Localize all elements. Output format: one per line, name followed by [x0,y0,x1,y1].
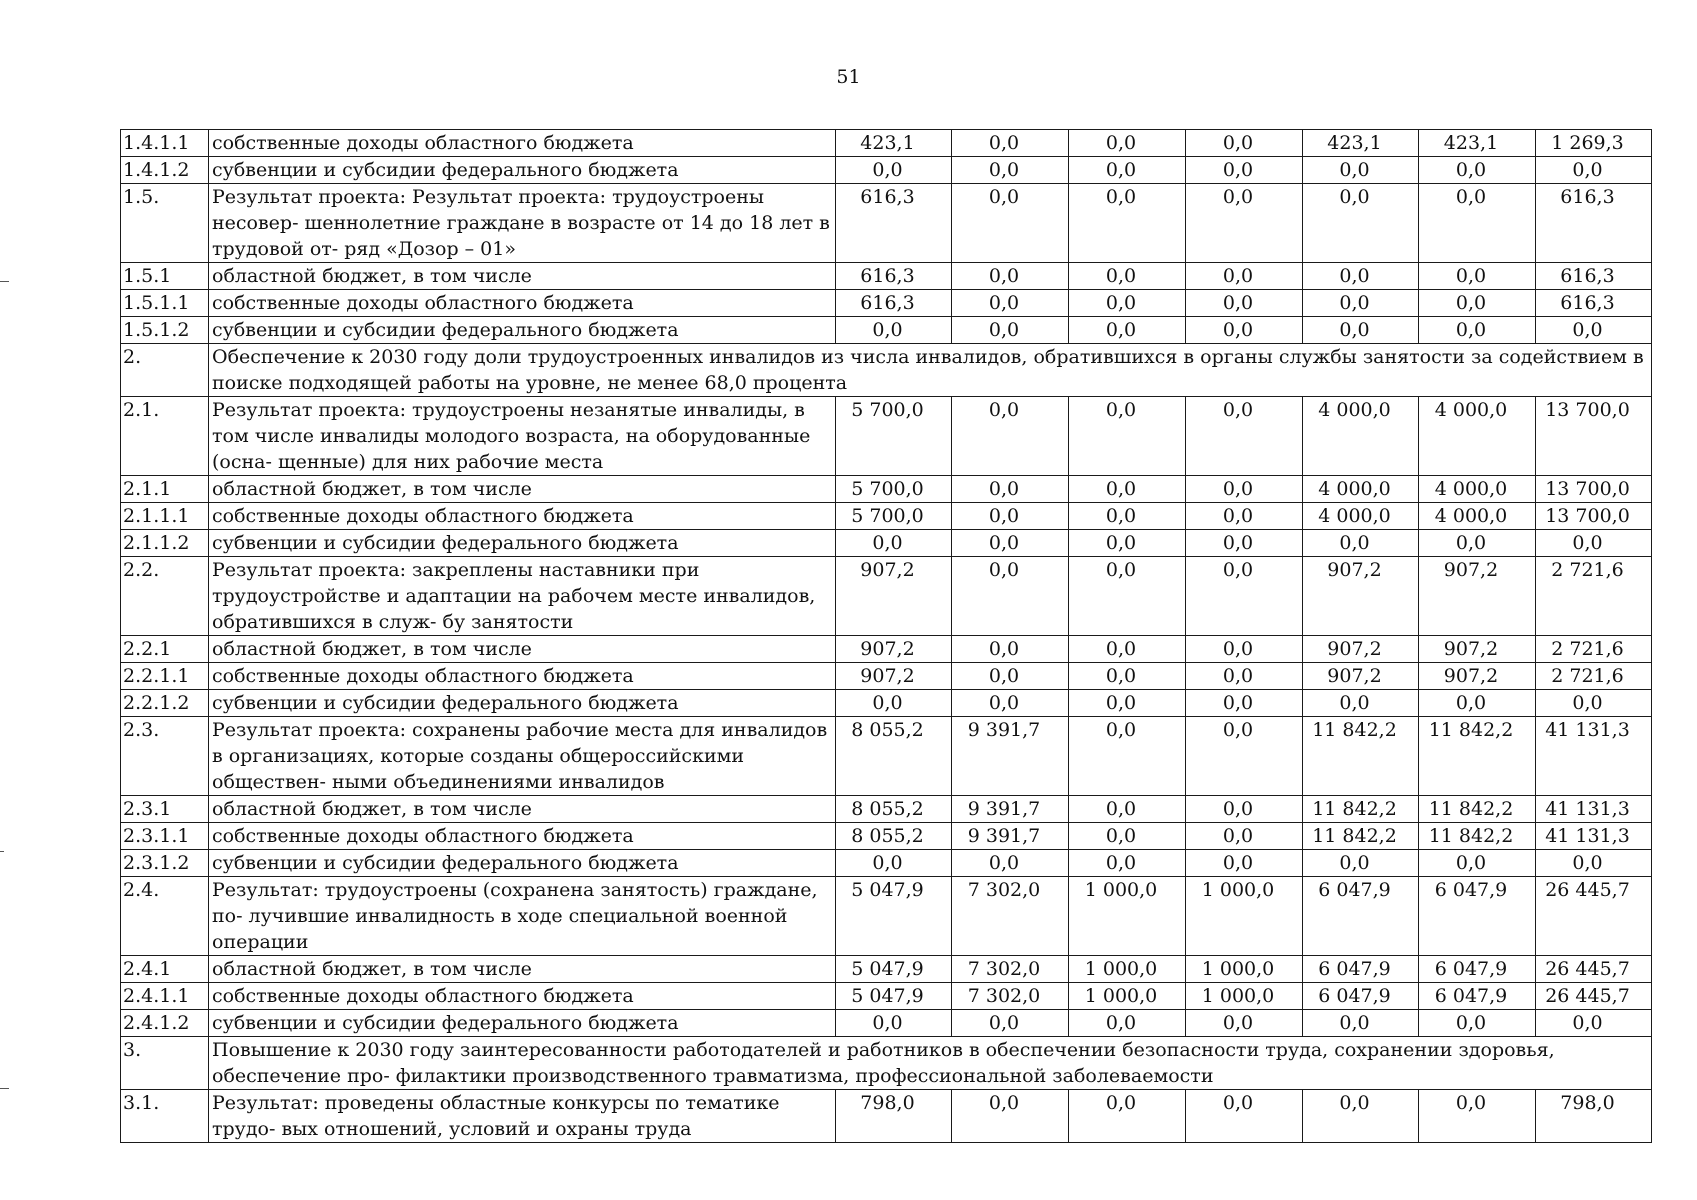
value-cell: 0,0 [1069,636,1186,663]
value-cell: 7 302,0 [952,877,1069,956]
value-cell: 0,0 [1419,317,1536,344]
value-cell: 0,0 [836,1010,952,1037]
value-cell: 0,0 [1303,1090,1419,1143]
value-cell: 11 842,2 [1303,823,1419,850]
table-row [121,157,1652,184]
row-description-cell: областной бюджет, в том числе [209,796,836,823]
value-cell: 0,0 [952,157,1069,184]
row-description-cell: собственные доходы областного бюджета [209,130,836,157]
total-value-cell: 616,3 [1536,184,1652,263]
value-cell: 0,0 [1419,1090,1536,1143]
row-description-cell: Результат: трудоустроены (сохранена занятость) граждане, по- лучившие инвалидность в ходе специальной военной операции [209,877,836,956]
value-cell: 0,0 [952,184,1069,263]
row-code-cell: 2.1.1 [121,476,209,503]
value-cell: 616,3 [836,184,952,263]
value-cell: 6 047,9 [1419,983,1536,1010]
value-cell: 0,0 [1069,476,1186,503]
value-cell: 0,0 [952,557,1069,636]
value-cell: 1 000,0 [1069,983,1186,1010]
value-cell: 0,0 [952,636,1069,663]
total-value-cell: 13 700,0 [1536,503,1652,530]
row-code-cell: 1.4.1.2 [121,157,209,184]
value-cell: 6 047,9 [1303,877,1419,956]
row-code-cell: 2.3.1.1 [121,823,209,850]
value-cell: 11 842,2 [1419,796,1536,823]
table-row [121,290,1652,317]
table-row [121,184,1652,263]
row-description-cell: Результат проекта: Результат проекта: трудоустроены несовер- шеннолетние граждане в возрасте от 14 до 18 лет в трудовой от- ряд «Дозор – 01» [209,184,836,263]
row-description-cell: субвенции и субсидии федерального бюджета [209,317,836,344]
value-cell: 9 391,7 [952,823,1069,850]
total-value-cell: 26 445,7 [1536,956,1652,983]
value-cell: 6 047,9 [1303,983,1419,1010]
row-description-cell: собственные доходы областного бюджета [209,823,836,850]
value-cell: 8 055,2 [836,717,952,796]
value-cell: 5 047,9 [836,877,952,956]
value-cell: 0,0 [1419,850,1536,877]
value-cell: 0,0 [1186,476,1303,503]
row-description-cell: Результат проекта: сохранены рабочие места для инвалидов в организациях, которые созданы общероссийскими обществен- ными объединениями инвалидов [209,717,836,796]
value-cell: 0,0 [1303,1010,1419,1037]
value-cell: 1 000,0 [1186,983,1303,1010]
value-cell: 423,1 [836,130,952,157]
value-cell: 0,0 [952,263,1069,290]
total-value-cell: 0,0 [1536,690,1652,717]
row-code-cell: 2.1.1.2 [121,530,209,557]
row-code-cell: 3. [121,1037,209,1090]
value-cell: 4 000,0 [1303,397,1419,476]
value-cell: 11 842,2 [1303,796,1419,823]
value-cell: 0,0 [1069,717,1186,796]
table-row [121,1090,1652,1143]
value-cell: 6 047,9 [1303,956,1419,983]
value-cell: 0,0 [1186,1090,1303,1143]
value-cell: 0,0 [1069,796,1186,823]
table-row [121,1037,1652,1090]
value-cell: 1 000,0 [1069,956,1186,983]
value-cell: 9 391,7 [952,796,1069,823]
value-cell: 0,0 [1186,663,1303,690]
value-cell: 0,0 [1419,290,1536,317]
value-cell: 4 000,0 [1419,503,1536,530]
value-cell: 0,0 [952,690,1069,717]
value-cell: 0,0 [1069,290,1186,317]
value-cell: 4 000,0 [1419,397,1536,476]
value-cell: 0,0 [1069,823,1186,850]
value-cell: 907,2 [836,663,952,690]
value-cell: 0,0 [1186,503,1303,530]
value-cell: 907,2 [1303,557,1419,636]
total-value-cell: 2 721,6 [1536,557,1652,636]
value-cell: 0,0 [836,690,952,717]
value-cell: 0,0 [1186,130,1303,157]
total-value-cell: 0,0 [1536,530,1652,557]
table-row [121,663,1652,690]
value-cell: 0,0 [1186,263,1303,290]
value-cell: 0,0 [1069,1090,1186,1143]
table-row [121,130,1652,157]
value-cell: 0,0 [1186,530,1303,557]
value-cell: 907,2 [1419,557,1536,636]
total-value-cell: 1 269,3 [1536,130,1652,157]
value-cell: 0,0 [952,397,1069,476]
row-description-cell: собственные доходы областного бюджета [209,663,836,690]
value-cell: 11 842,2 [1303,717,1419,796]
row-description-cell: субвенции и субсидии федерального бюджета [209,690,836,717]
row-code-cell: 2.1. [121,397,209,476]
row-code-cell: 3.1. [121,1090,209,1143]
value-cell: 0,0 [952,476,1069,503]
value-cell: 0,0 [1303,530,1419,557]
value-cell: 423,1 [1303,130,1419,157]
value-cell: 0,0 [836,530,952,557]
value-cell: 0,0 [1186,823,1303,850]
value-cell: 0,0 [1069,157,1186,184]
row-code-cell: 1.4.1.1 [121,130,209,157]
value-cell: 0,0 [952,1090,1069,1143]
value-cell: 7 302,0 [952,983,1069,1010]
table-row [121,476,1652,503]
total-value-cell: 0,0 [1536,850,1652,877]
budget-table [120,129,1652,1143]
value-cell: 5 700,0 [836,503,952,530]
value-cell: 0,0 [1419,530,1536,557]
row-description-cell: областной бюджет, в том числе [209,636,836,663]
row-code-cell: 1.5.1.2 [121,317,209,344]
value-cell: 0,0 [1303,157,1419,184]
row-description-cell: Результат: проведены областные конкурсы по тематике трудо- вых отношений, условий и охраны труда [209,1090,836,1143]
table-row [121,1010,1652,1037]
total-value-cell: 41 131,3 [1536,796,1652,823]
value-cell: 0,0 [1419,1010,1536,1037]
value-cell: 0,0 [1186,1010,1303,1037]
value-cell: 0,0 [1186,184,1303,263]
value-cell: 8 055,2 [836,823,952,850]
value-cell: 0,0 [1186,690,1303,717]
value-cell: 1 000,0 [1186,877,1303,956]
row-description-cell: Результат проекта: трудоустроены незанятые инвалиды, в том числе инвалиды молодого возраста, на оборудованные (осна- щенные) для них рабочие места [209,397,836,476]
value-cell: 0,0 [1069,557,1186,636]
value-cell: 9 391,7 [952,717,1069,796]
value-cell: 907,2 [836,557,952,636]
value-cell: 0,0 [1186,636,1303,663]
section-heading-cell: Обеспечение к 2030 году доли трудоустроенных инвалидов из числа инвалидов, обратившихся в органы службы занятости за содействием в поиске подходящей работы на уровне, не менее 68,0 процента [209,344,1652,397]
value-cell: 907,2 [1303,663,1419,690]
total-value-cell: 0,0 [1536,317,1652,344]
value-cell: 0,0 [952,1010,1069,1037]
value-cell: 0,0 [1303,317,1419,344]
total-value-cell: 2 721,6 [1536,663,1652,690]
row-code-cell: 2.1.1.1 [121,503,209,530]
row-code-cell: 2.3.1 [121,796,209,823]
value-cell: 0,0 [952,130,1069,157]
value-cell: 0,0 [1069,530,1186,557]
value-cell: 0,0 [1186,717,1303,796]
value-cell: 0,0 [1186,317,1303,344]
total-value-cell: 13 700,0 [1536,476,1652,503]
row-code-cell: 2.4. [121,877,209,956]
value-cell: 0,0 [1303,290,1419,317]
total-value-cell: 0,0 [1536,157,1652,184]
value-cell: 0,0 [1069,184,1186,263]
row-code-cell: 2.4.1.2 [121,1010,209,1037]
value-cell: 0,0 [1303,850,1419,877]
value-cell: 0,0 [836,157,952,184]
value-cell: 0,0 [1069,130,1186,157]
table-row [121,503,1652,530]
value-cell: 11 842,2 [1419,717,1536,796]
value-cell: 0,0 [1303,690,1419,717]
row-description-cell: областной бюджет, в том числе [209,956,836,983]
value-cell: 0,0 [952,503,1069,530]
row-code-cell: 2. [121,344,209,397]
value-cell: 1 000,0 [1186,956,1303,983]
row-description-cell: собственные доходы областного бюджета [209,983,836,1010]
row-code-cell: 1.5. [121,184,209,263]
value-cell: 423,1 [1419,130,1536,157]
total-value-cell: 26 445,7 [1536,983,1652,1010]
margin-mark [0,1088,9,1089]
section-heading-cell: Повышение к 2030 году заинтересованности работодателей и работников в обеспечении безопасности труда, сохранении здоровья, обеспечение про- филактики производственного травматизма, профессиональной заболеваемости [209,1037,1652,1090]
total-value-cell: 26 445,7 [1536,877,1652,956]
value-cell: 0,0 [952,850,1069,877]
value-cell: 4 000,0 [1303,503,1419,530]
value-cell: 0,0 [952,290,1069,317]
total-value-cell: 616,3 [1536,263,1652,290]
value-cell: 4 000,0 [1303,476,1419,503]
value-cell: 0,0 [1069,663,1186,690]
value-cell: 5 047,9 [836,983,952,1010]
value-cell: 0,0 [1186,397,1303,476]
value-cell: 0,0 [1419,157,1536,184]
table-row [121,850,1652,877]
total-value-cell: 616,3 [1536,290,1652,317]
table-row [121,690,1652,717]
total-value-cell: 41 131,3 [1536,823,1652,850]
table-row [121,823,1652,850]
row-code-cell: 2.3.1.2 [121,850,209,877]
table-row [121,636,1652,663]
value-cell: 0,0 [1303,184,1419,263]
row-description-cell: субвенции и субсидии федерального бюджета [209,157,836,184]
value-cell: 5 700,0 [836,397,952,476]
value-cell: 0,0 [952,317,1069,344]
value-cell: 0,0 [1186,290,1303,317]
value-cell: 0,0 [1186,796,1303,823]
value-cell: 0,0 [952,663,1069,690]
value-cell: 0,0 [1069,1010,1186,1037]
value-cell: 0,0 [952,530,1069,557]
value-cell: 907,2 [836,636,952,663]
row-code-cell: 2.2.1.1 [121,663,209,690]
total-value-cell: 798,0 [1536,1090,1652,1143]
total-value-cell: 0,0 [1536,1010,1652,1037]
value-cell: 0,0 [1069,317,1186,344]
value-cell: 0,0 [1069,263,1186,290]
row-description-cell: субвенции и субсидии федерального бюджета [209,1010,836,1037]
margin-mark [0,851,4,852]
row-code-cell: 2.2. [121,557,209,636]
value-cell: 1 000,0 [1069,877,1186,956]
value-cell: 907,2 [1419,636,1536,663]
value-cell: 0,0 [1069,503,1186,530]
row-description-cell: областной бюджет, в том числе [209,263,836,290]
row-code-cell: 1.5.1 [121,263,209,290]
value-cell: 0,0 [1186,850,1303,877]
table-row [121,397,1652,476]
row-code-cell: 2.4.1.1 [121,983,209,1010]
value-cell: 616,3 [836,290,952,317]
value-cell: 5 700,0 [836,476,952,503]
row-description-cell: субвенции и субсидии федерального бюджета [209,850,836,877]
value-cell: 7 302,0 [952,956,1069,983]
value-cell: 616,3 [836,263,952,290]
value-cell: 5 047,9 [836,956,952,983]
table-row [121,983,1652,1010]
value-cell: 798,0 [836,1090,952,1143]
row-description-cell: собственные доходы областного бюджета [209,290,836,317]
table-row [121,796,1652,823]
value-cell: 0,0 [836,850,952,877]
row-code-cell: 2.2.1 [121,636,209,663]
value-cell: 0,0 [1069,397,1186,476]
value-cell: 907,2 [1303,636,1419,663]
value-cell: 907,2 [1419,663,1536,690]
row-description-cell: субвенции и субсидии федерального бюджета [209,530,836,557]
value-cell: 0,0 [1419,690,1536,717]
value-cell: 0,0 [1419,263,1536,290]
total-value-cell: 41 131,3 [1536,717,1652,796]
row-code-cell: 2.4.1 [121,956,209,983]
table-row [121,877,1652,956]
value-cell: 0,0 [1186,157,1303,184]
total-value-cell: 2 721,6 [1536,636,1652,663]
value-cell: 0,0 [1419,184,1536,263]
table-row [121,530,1652,557]
value-cell: 8 055,2 [836,796,952,823]
page-number: 51 [836,66,861,88]
value-cell: 0,0 [1303,263,1419,290]
row-description-cell: областной бюджет, в том числе [209,476,836,503]
table-row [121,263,1652,290]
margin-mark [0,281,9,282]
value-cell: 6 047,9 [1419,877,1536,956]
row-code-cell: 2.2.1.2 [121,690,209,717]
value-cell: 0,0 [836,317,952,344]
value-cell: 11 842,2 [1419,823,1536,850]
total-value-cell: 13 700,0 [1536,397,1652,476]
value-cell: 6 047,9 [1419,956,1536,983]
table-row [121,344,1652,397]
row-code-cell: 2.3. [121,717,209,796]
value-cell: 0,0 [1186,557,1303,636]
table-row [121,956,1652,983]
row-description-cell: Результат проекта: закреплены наставники при трудоустройстве и адаптации на рабочем месте инвалидов, обратившихся в служ- бу занятости [209,557,836,636]
row-description-cell: собственные доходы областного бюджета [209,503,836,530]
table-body [121,130,1652,1143]
value-cell: 4 000,0 [1419,476,1536,503]
row-code-cell: 1.5.1.1 [121,290,209,317]
table-row [121,717,1652,796]
value-cell: 0,0 [1069,690,1186,717]
value-cell: 0,0 [1069,850,1186,877]
table-row [121,317,1652,344]
table-row [121,557,1652,636]
